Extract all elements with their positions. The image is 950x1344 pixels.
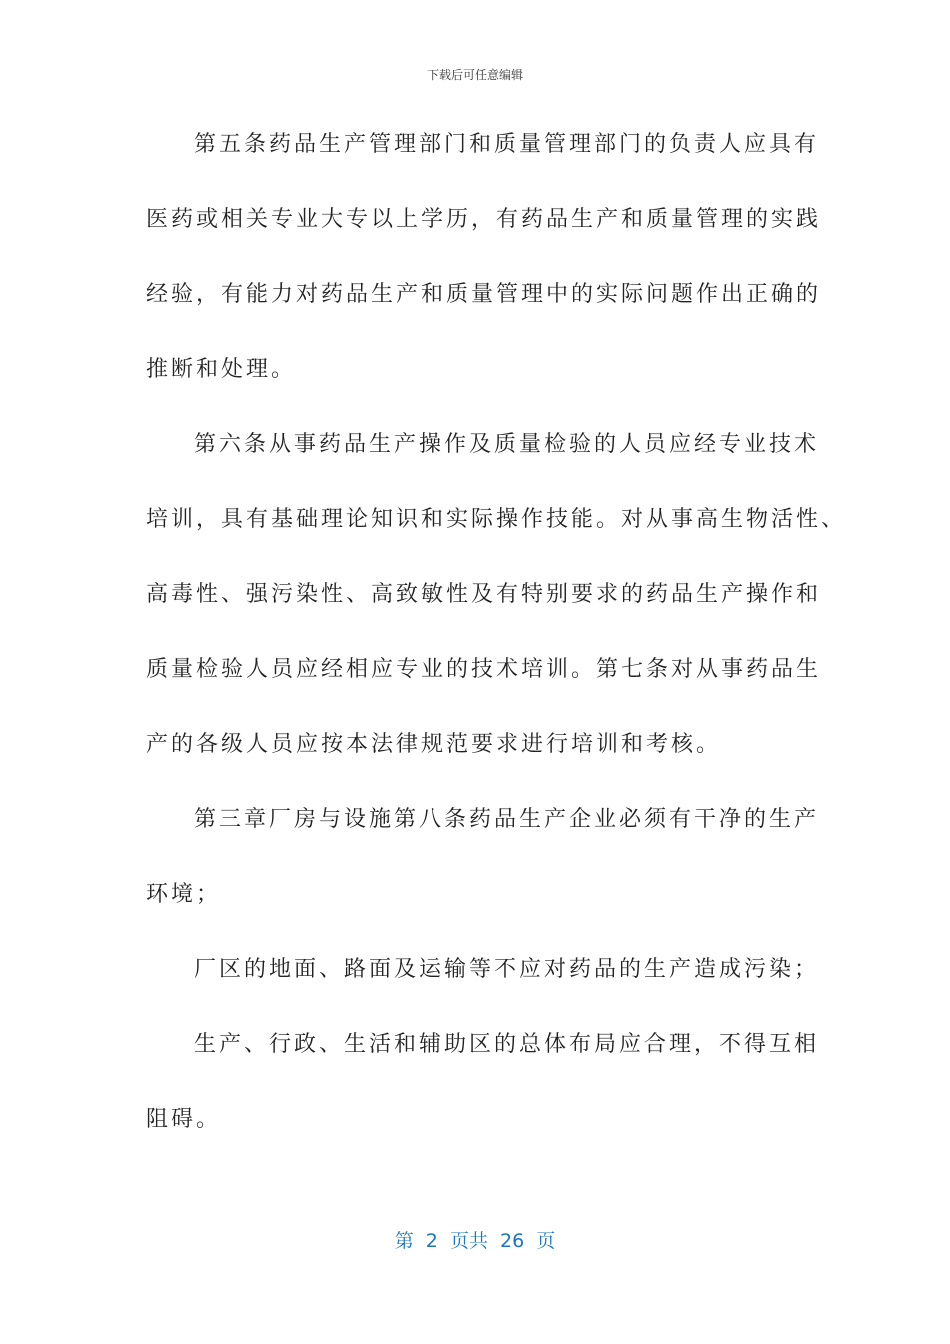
text-line: 质量检验人员应经相应专业的技术培训。第七条对从事药品生 (146, 657, 822, 682)
text-line: 厂区的地面、路面及运输等不应对药品的生产造成污染； (194, 957, 820, 982)
text-line: 生产、行政、生活和辅助区的总体布局应合理，不得互相 (194, 1032, 820, 1057)
text-line: 产的各级人员应按本法律规范要求进行培训和考核。 (146, 732, 722, 757)
text-line: 推断和处理。 (146, 357, 297, 382)
text-line: 第五条药品生产管理部门和质量管理部门的负责人应具有 (194, 132, 820, 157)
text-line: 医药或相关专业大专以上学历，有药品生产和质量管理的实践 (146, 207, 822, 232)
text-line: 第三章厂房与设施第八条药品生产企业必须有干净的生产 (194, 807, 820, 832)
text-line: 经验，有能力对药品生产和质量管理中的实际问题作出正确的 (146, 282, 822, 307)
text-line: 环境； (146, 882, 222, 907)
page-number-footer: 第 2 页共 26 页 (394, 1230, 556, 1252)
text-line: 第六条从事药品生产操作及质量检验的人员应经专业技术 (194, 432, 820, 457)
text-line: 培训，具有基础理论知识和实际操作技能。对从事高生物活性、 (146, 507, 847, 532)
header-note: 下载后可任意编辑 (426, 68, 523, 82)
text-line: 阻碍。 (146, 1107, 222, 1132)
text-line: 高毒性、强污染性、高致敏性及有特别要求的药品生产操作和 (146, 582, 822, 607)
